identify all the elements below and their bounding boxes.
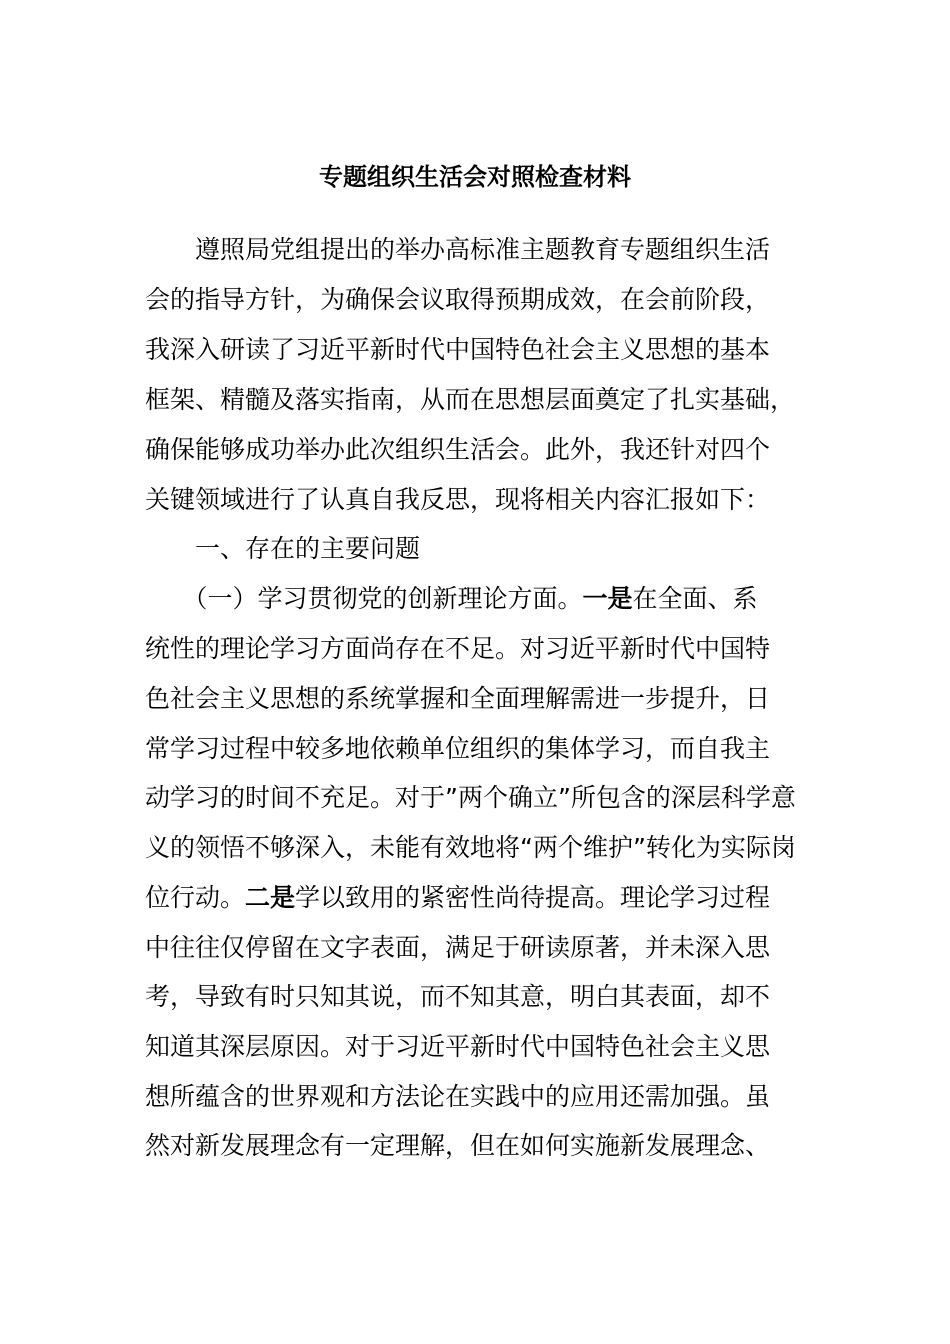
intro-line-4: 框架、精髓及落实指南，从而在思想层面奠定了扎实基础，	[145, 385, 796, 414]
body-text: 在全面、系	[632, 584, 758, 613]
body-line-7	[145, 873, 810, 923]
section-heading: 一、存在的主要问题	[145, 534, 421, 563]
point-marker-first: 一是	[582, 584, 633, 613]
body-line-12: 然对新发展理念有一定理解，但在如何实施新发展理念、	[145, 1131, 771, 1160]
body-line-6: 义的领悟不够深入，未能有效地将“两个维护”转化为实际岗	[145, 833, 796, 862]
intro-line-1: 遵照局党组提出的举办高标准主题教育专题组织生活	[145, 235, 771, 264]
body-line-9: 考，导致有时只知其说，而不知其意，明白其表面，却不	[145, 982, 771, 1011]
body-line-10: 知道其深层原因。对于习近平新时代中国特色社会主义思	[145, 1032, 771, 1061]
body-text: （一）学习贯彻党的创新理论方面。	[145, 584, 583, 613]
intro-line-5: 确保能够成功举办此次组织生活会。此外，我还针对四个	[145, 435, 771, 464]
body-line-1	[145, 574, 810, 624]
body-text: 位行动。	[145, 883, 246, 912]
body-line-4: 常学习过程中较多地依赖单位组织的集体学习，而自我主	[145, 734, 771, 763]
body-text: 学以致用的紧密性尚待提高。理论学习过程	[295, 883, 771, 912]
body-line-2: 统性的理论学习方面尚存在不足。对习近平新时代中国特	[145, 634, 771, 663]
body-line-5: 动学习的时间不充足。对于”两个确立”所包含的深层科学意	[145, 783, 796, 812]
body-line-3: 色社会主义思想的系统掌握和全面理解需进一步提升，日	[145, 684, 771, 713]
intro-line-3: 我深入研读了习近平新时代中国特色社会主义思想的基本	[145, 335, 771, 364]
intro-line-2: 会的指导方针，为确保会议取得预期成效，在会前阶段，	[145, 285, 771, 314]
body-line-11: 想所蕴含的世界观和方法论在实践中的应用还需加强。虽	[145, 1082, 771, 1111]
document-title: 专题组织生活会对照检查材料	[319, 163, 631, 191]
intro-line-6: 关键领域进行了认真自我反思，现将相关内容汇报如下：	[145, 485, 771, 514]
body-line-8: 中往往仅停留在文字表面，满足于研读原著，并未深入思	[145, 933, 771, 962]
point-marker-second: 二是	[245, 883, 296, 912]
